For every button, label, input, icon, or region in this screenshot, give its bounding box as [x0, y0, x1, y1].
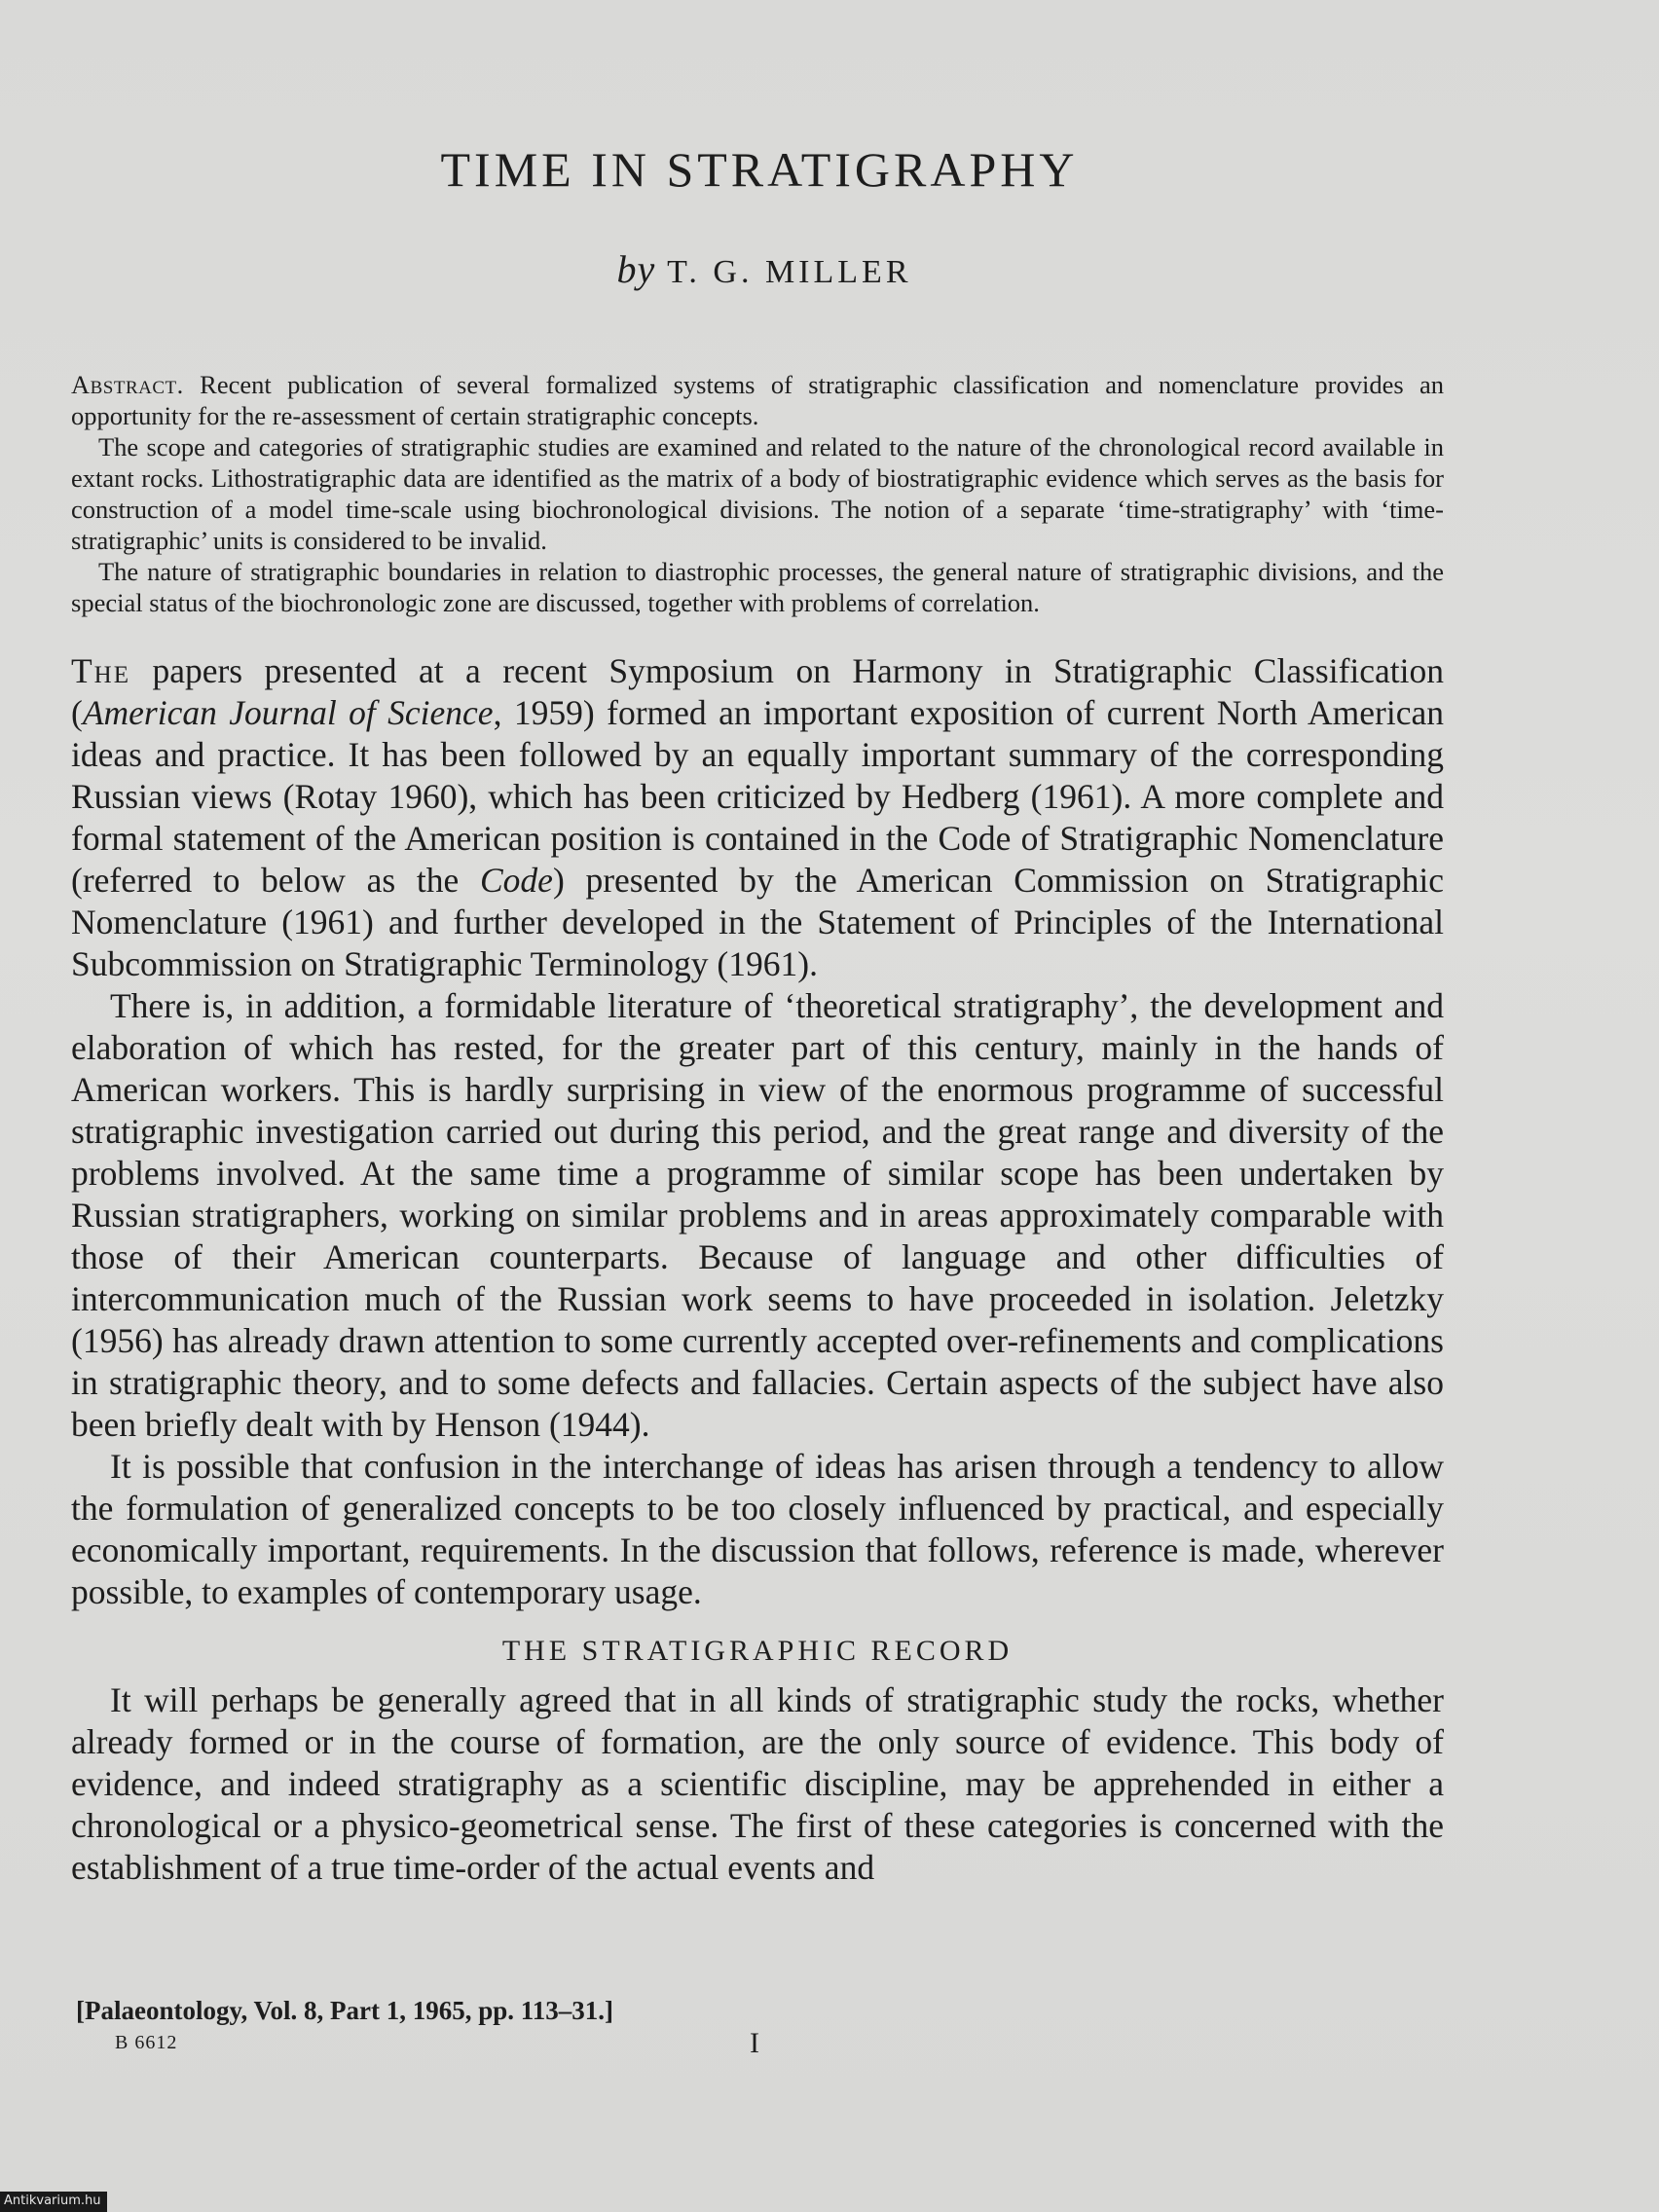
body-text: [71, 650, 1444, 1889]
body-text-segment: , 1959) formed an important exposition of current North American ideas and practice. It has been followed by an equally important summary of the corresponding Russian views (Rotay 1960), which has been criticized by Hedberg (1961). A more complete and formal statement of the American position is contained in the Code of Stratigraphic Nomenclature (referred to below as the: [71, 693, 1445, 900]
abstract-paragraph: [71, 369, 1444, 431]
body-paragraph: It is possible that confusion in the interchange of ideas has arisen through a tendency to allow the formulation of generalized concepts to be too closely influenced by practical, and especially economically important, requirements. In the discussion that follows, reference is made, wherever possible, to examples of contemporary usage.: [71, 1447, 1444, 1611]
lead-word: The: [71, 651, 131, 690]
body-text-segment: ) presented by the American Commission on Stratigraphic Nomenclature (1961) and further developed in the Statement of Principles of the International Subcommission on Stratigraphic Terminology (1961).: [71, 861, 1444, 983]
abstract-label: Abstract.: [71, 370, 184, 399]
abstract: [71, 369, 1444, 618]
journal-citation: [Palaeontology, Vol. 8, Part 1, 1965, pp. 113–31.]: [76, 1996, 614, 2025]
printer-signature: B 6612: [115, 2032, 178, 2053]
code-term: Code: [480, 861, 553, 900]
author-name: T. G. MILLER: [667, 254, 912, 290]
body-text-segment: papers presented at a recent Symposium on Harmony in Stratigraphic Classification (: [71, 651, 1444, 732]
paper-title: TIME IN STRATIGRAPHY: [440, 142, 1079, 197]
abstract-paragraph: The scope and categories of stratigraphic studies are examined and related to the nature of the chronological record available in extant rocks. Lithostratigraphic data are identified as the matrix of a body of biostratigraphic evidence which serves as the basis for construction of a model time-scale using biochronological divisions. The notion of a separate ‘time-stratigraphy’ with ‘time-stratigraphic’ units is considered to be invalid.: [71, 432, 1444, 555]
body-paragraph: [71, 650, 1444, 985]
abstract-text: Recent publication of several formalized systems of stratigraphic classification and nomenclature provides an opportunity for the re-assessment of certain stratigraphic concepts.: [71, 370, 1445, 430]
abstract-paragraph: The nature of stratigraphic boundaries in relation to diastrophic processes, the general nature of stratigraphic divisions, and the special status of the biochronologic zone are discussed, together with problems of correlation.: [71, 557, 1444, 617]
byline: [0, 246, 1529, 292]
section-heading: THE STRATIGRAPHIC RECORD: [501, 1635, 1014, 1667]
body-paragraph: It will perhaps be generally agreed that in all kinds of stratigraphic study the rocks, whether already formed or in the course of formation, are the only source of evidence. This body of evidence, and indeed stratigraphy as a scientific discipline, may be apprehended in either a chronological or a physico-geometrical sense. The first of these categories is concerned with the establishment of a true time-order of the actual events and: [71, 1680, 1444, 1887]
watermark: Antikvarium.hu: [0, 2192, 107, 2212]
journal-title: American Journal of Science: [82, 693, 494, 732]
body-paragraph: There is, in addition, a formidable literature of ‘theoretical stratigraphy’, the development and elaboration of which has rested, for the greater part of this century, mainly in the hands of American workers. This is hardly surprising in view of the enormous programme of successful stratigraphic investigation carried out during this period, and the great range and diversity of the problems involved. At the same time a programme of similar scope has been undertaken by Russian stratigraphers, working on similar problems and in areas approximately comparable with those of their American counterparts. Because of language and other difficulties of intercommunication much of the Russian work seems to have proceeded in isolation. Jeletzky (1956) has already drawn attention to some currently accepted over-refinements and complications in stratigraphic theory, and to some defects and fallacies. Certain aspects of the subject have also been briefly dealt with by Henson (1944).: [71, 986, 1444, 1444]
page-number: I: [750, 2027, 759, 2059]
byline-by: by: [616, 247, 656, 291]
